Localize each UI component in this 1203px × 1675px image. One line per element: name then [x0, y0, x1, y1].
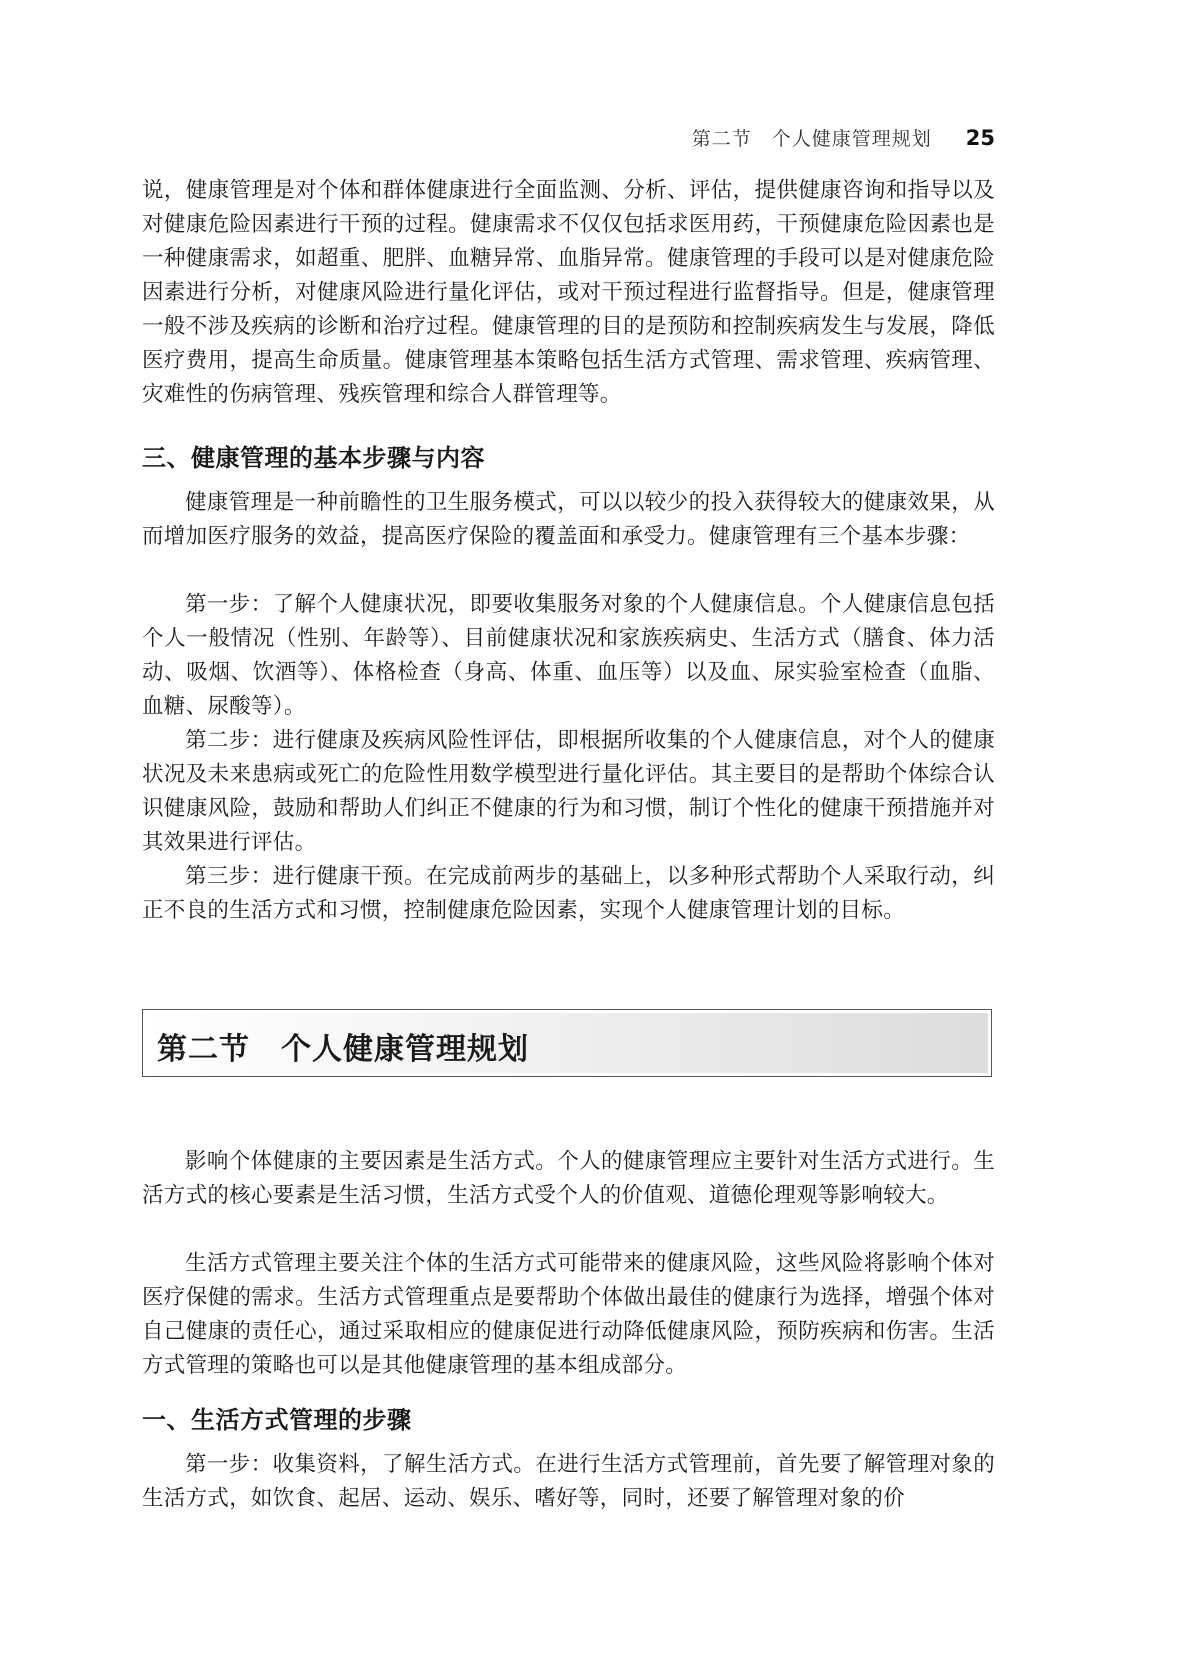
paragraph-steps-intro: 健康管理是一种前瞻性的卫生服务模式，可以以较少的投入获得较大的健康效果，从而增加医疗服务的效益，提高医疗保险的覆盖面和承受力。健康管理有三个基本步骤： [142, 490, 995, 549]
running-header [692, 124, 995, 151]
section-title: 第二节 个人健康管理规划 [157, 1032, 529, 1067]
paragraph-lifestyle-step-one: 第一步：收集资料，了解生活方式。在进行生活方式管理前，首先要了解管理对象的生活方式，如饮食、起居、运动、娱乐、嗜好等，同时，还要了解管理对象的价 [142, 1452, 995, 1511]
paragraph-step-three: 第三步：进行健康干预。在完成前两步的基础上，以多种形式帮助个人采取行动，纠正不良的生活方式和习惯，控制健康危险因素，实现个人健康管理计划的目标。 [142, 864, 995, 923]
section-title-box [142, 1009, 992, 1077]
paragraph-lifestyle-factors: 影响个体健康的主要因素是生活方式。个人的健康管理应主要针对生活方式进行。生活方式的核心要素是生活习惯，生活方式受个人的价值观、道德伦理观等影响较大。 [142, 1149, 995, 1208]
page-number: 25 [965, 126, 995, 150]
heading-basic-steps: 三、健康管理的基本步骤与内容 [142, 444, 485, 472]
paragraph-lifestyle-management: 生活方式管理主要关注个体的生活方式可能带来的健康风险，这些风险将影响个体对医疗保健的需求。生活方式管理重点是要帮助个体做出最佳的健康行为选择，增强个体对自己健康的责任心，通过采取相应的健康促进行动降低健康风险，预防疾病和伤害。生活方式管理的策略也可以是其他健康管理的基本组成部分。 [142, 1251, 995, 1378]
paragraph-health-management-definition: 说，健康管理是对个体和群体健康进行全面监测、分析、评估，提供健康咨询和指导以及对健康危险因素进行干预的过程。健康需求不仅仅包括求医用药，干预健康危险因素也是一种健康需求，如超重、肥胖、血糖异常、血脂异常。健康管理的手段可以是对健康危险因素进行分析，对健康风险进行量化评估，或对干预过程进行监督指导。但是，健康管理一般不涉及疾病的诊断和治疗过程。健康管理的目的是预防和控制疾病发生与发展，降低医疗费用，提高生命质量。健康管理基本策略包括生活方式管理、需求管理、疾病管理、灾难性的伤病管理、残疾管理和综合人群管理等。 [142, 178, 995, 407]
running-header-title: 第二节 个人健康管理规划 [691, 128, 932, 150]
paragraph-step-one: 第一步：了解个人健康状况，即要收集服务对象的个人健康信息。个人健康信息包括个人一般情况（性别、年龄等）、目前健康状况和家族疾病史、生活方式（膳食、体力活动、吸烟、饮酒等）、体格检查（身高、体重、血压等）以及血、尿实验室检查（血脂、血糖、尿酸等）。 [142, 592, 995, 719]
heading-lifestyle-steps: 一、生活方式管理的步骤 [142, 1406, 412, 1434]
paragraph-step-two: 第二步：进行健康及疾病风险性评估，即根据所收集的个人健康信息，对个人的健康状况及未来患病或死亡的危险性用数学模型进行量化评估。其主要目的是帮助个体综合认识健康风险，鼓励和帮助人们纠正不健康的行为和习惯，制订个性化的健康干预措施并对其效果进行评估。 [142, 728, 995, 855]
